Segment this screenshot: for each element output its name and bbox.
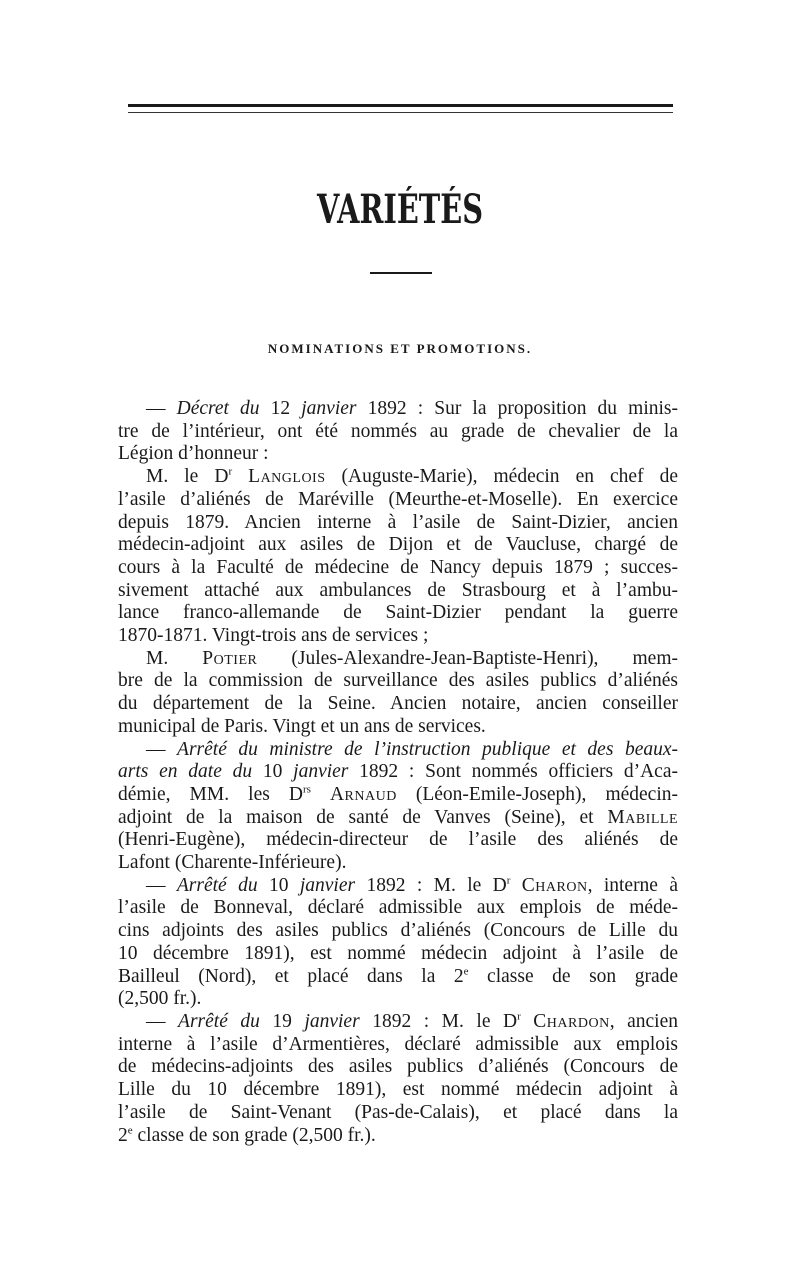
text-line: — Décret du 12 janvier 1892 : Sur la proposition du minis- bbox=[146, 398, 678, 419]
text-line: 10 décembre 1891), est nommé médecin adjoint à l’asile de bbox=[118, 942, 678, 964]
text-line: tre de l’intérieur, ont été nommés au grade de chevalier de la bbox=[118, 420, 678, 442]
text-line: M. Potier (Jules-Alexandre-Jean-Baptiste-Henri), mem- bbox=[146, 647, 678, 669]
header-rule-thick bbox=[128, 104, 673, 107]
title-divider bbox=[370, 272, 432, 274]
text-line: Légion d’honneur : bbox=[118, 443, 269, 465]
person-name: Chardon bbox=[533, 1010, 610, 1032]
text-line: cins adjoints des asiles publics d’aliénés (Concours de Lille du bbox=[118, 920, 678, 942]
person-name: Potier bbox=[202, 647, 258, 669]
text-line: — Arrêté du 19 janvier 1892 : M. le $D^r$ Chardon, ancien bbox=[146, 1010, 678, 1032]
text-line: 2e classe de son grade (2,500 fr.). bbox=[118, 1124, 376, 1146]
text-line: l’asile de Bonneval, déclaré admissible aux emplois de méde- bbox=[118, 897, 678, 919]
text-line: sivement attaché aux ambulances de Strasbourg et à l’ambu- bbox=[118, 579, 678, 601]
text-line: interne à l’asile d’Armentières, déclaré admissible aux emplois bbox=[118, 1033, 678, 1055]
paragraph bbox=[118, 739, 678, 875]
text-line: Lafont (Charente-Inférieure). bbox=[118, 852, 347, 874]
header-rule-thin bbox=[128, 112, 673, 113]
text-line: 1870-1871. Vingt-trois ans de services ; bbox=[118, 625, 429, 647]
text-line: l’asile d’aliénés de Maréville (Meurthe-et-Moselle). En exercice bbox=[118, 488, 678, 510]
section-heading: NOMINATIONS ET PROMOTIONS. bbox=[267, 341, 533, 356]
page-title: VARIÉTÉS bbox=[316, 186, 483, 233]
paragraph bbox=[118, 466, 678, 648]
text-line: bre de la commission de surveillance des asiles publics d’aliénés bbox=[118, 670, 678, 692]
person-name: Charon bbox=[521, 874, 588, 896]
text-line: — Arrêté du ministre de l’instruction publique et des beaux- bbox=[146, 738, 679, 760]
text-line: cours à la Faculté de médecine de Nancy depuis 1879 ; succes- bbox=[118, 556, 678, 578]
text-line: démie, MM. les $D^{rs}$ Arnaud (Léon-Emile-Joseph), médecin- bbox=[118, 783, 678, 805]
person-name: Mabille bbox=[607, 806, 678, 828]
text-line: (2,500 fr.). bbox=[118, 988, 202, 1010]
text-line: lance franco-allemande de Saint-Dizier pendant la guerre bbox=[118, 602, 678, 624]
text-line: médecin-adjoint aux asiles de Dijon et de Vaucluse, chargé de bbox=[118, 534, 678, 556]
person-name: Langlois bbox=[248, 466, 326, 488]
paragraph bbox=[118, 1011, 678, 1147]
document-body bbox=[118, 398, 678, 1147]
paragraph bbox=[118, 875, 678, 1011]
person-name: Arnaud bbox=[329, 783, 397, 805]
text-line: arts en date du 10 janvier 1892 : Sont nommés officiers d’Aca- bbox=[118, 761, 678, 783]
paragraph bbox=[118, 648, 678, 739]
text-line: depuis 1879. Ancien interne à l’asile de Saint-Dizier, ancien bbox=[118, 511, 678, 533]
text-line: l’asile de Saint-Venant (Pas-de-Calais), et placé dans la bbox=[118, 1101, 678, 1123]
text-line: — Arrêté du 10 janvier 1892 : M. le $D^r$ Charon, interne à bbox=[146, 874, 678, 896]
paragraph bbox=[118, 398, 678, 466]
text-line: Lille du 10 décembre 1891), est nommé médecin adjoint à bbox=[118, 1079, 678, 1101]
text-line: de médecins-adjoints des asiles publics d’aliénés (Concours de bbox=[118, 1056, 678, 1078]
text-line: Bailleul (Nord), et placé dans la 2e classe de son grade bbox=[118, 965, 679, 987]
text-line: adjoint de la maison de santé de Vanves (Seine), et Mabille bbox=[118, 806, 678, 828]
text-line: (Henri-Eugène), médecin-directeur de l’asile des aliénés de bbox=[118, 829, 678, 851]
text-line: du département de la Seine. Ancien notaire, ancien conseiller bbox=[118, 693, 678, 715]
text-line: M. le $D^r$ Langlois (Auguste-Marie), médecin en chef de bbox=[146, 465, 679, 488]
text-line: municipal de Paris. Vingt et un ans de services. bbox=[118, 715, 486, 737]
